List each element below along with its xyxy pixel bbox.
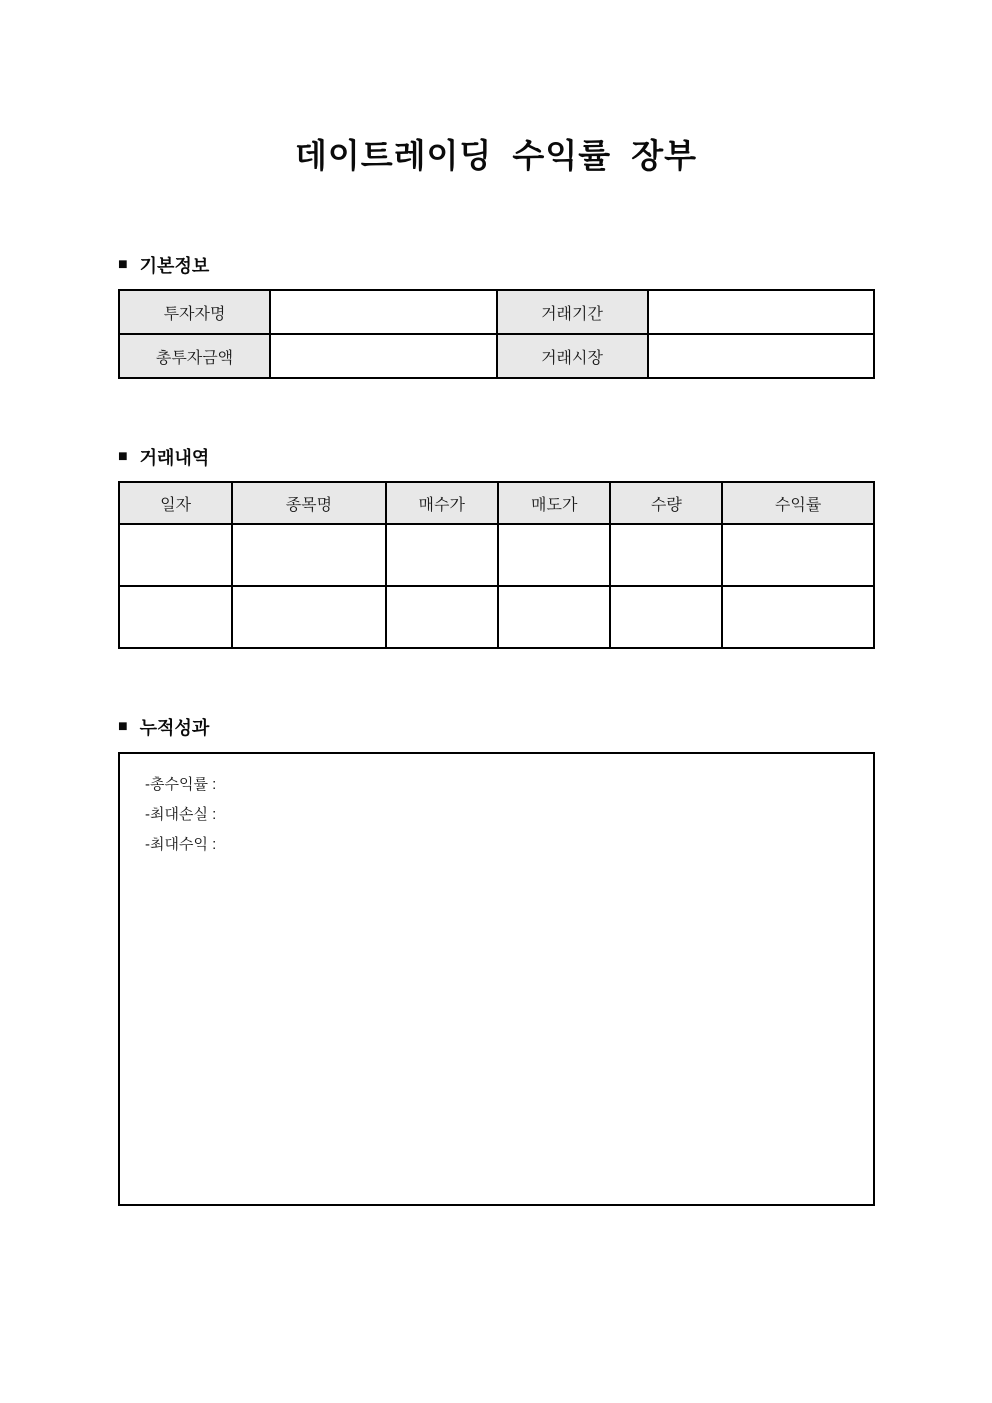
basic-info-value-total-investment[interactable] — [270, 334, 497, 378]
section-heading-performance — [118, 714, 209, 740]
column-header-buy-price: 매수가 — [386, 482, 498, 524]
performance-box[interactable] — [118, 752, 875, 1206]
column-header-stock-name: 종목명 — [232, 482, 385, 524]
transaction-cell-buy-price[interactable] — [386, 586, 498, 648]
transaction-cell-stock-name[interactable] — [232, 524, 385, 586]
basic-info-label-trading-market: 거래시장 — [497, 334, 648, 378]
table-header-row — [119, 482, 874, 524]
column-header-quantity: 수량 — [610, 482, 722, 524]
table-row — [119, 524, 874, 586]
section-heading-basic-info — [118, 252, 209, 278]
transaction-cell-quantity[interactable] — [610, 524, 722, 586]
section-heading-label: 거래내역 — [139, 448, 210, 468]
section-heading-label: 기본정보 — [139, 256, 210, 276]
basic-info-value-trading-market[interactable] — [648, 334, 875, 378]
transaction-cell-date[interactable] — [119, 586, 232, 648]
basic-info-value-trading-period[interactable] — [648, 290, 875, 334]
table-row — [119, 334, 874, 378]
section-marker-icon: ■ — [118, 256, 128, 273]
transactions-table — [118, 481, 875, 649]
performance-line-max-profit: -최대수익 : — [145, 836, 217, 853]
basic-info-table — [118, 289, 875, 379]
transaction-cell-return-rate[interactable] — [722, 586, 874, 648]
table-row — [119, 586, 874, 648]
transaction-cell-sell-price[interactable] — [498, 524, 610, 586]
transaction-cell-buy-price[interactable] — [386, 524, 498, 586]
performance-line-max-loss: -최대손실 : — [145, 806, 217, 823]
section-heading-label: 누적성과 — [139, 718, 210, 738]
section-marker-icon: ■ — [118, 718, 128, 735]
table-row — [119, 290, 874, 334]
section-marker-icon: ■ — [118, 448, 128, 465]
performance-line-total-return: -총수익률 : — [145, 776, 217, 793]
basic-info-label-trading-period: 거래기간 — [497, 290, 648, 334]
transaction-cell-return-rate[interactable] — [722, 524, 874, 586]
transaction-cell-stock-name[interactable] — [232, 586, 385, 648]
column-header-date: 일자 — [119, 482, 232, 524]
transaction-cell-sell-price[interactable] — [498, 586, 610, 648]
basic-info-label-investor-name: 투자자명 — [119, 290, 270, 334]
column-header-return-rate: 수익률 — [722, 482, 874, 524]
section-heading-transactions — [118, 444, 209, 470]
page-title: 데이트레이딩 수익률 장부 — [295, 137, 697, 174]
basic-info-value-investor-name[interactable] — [270, 290, 497, 334]
transaction-cell-date[interactable] — [119, 524, 232, 586]
transaction-cell-quantity[interactable] — [610, 586, 722, 648]
column-header-sell-price: 매도가 — [498, 482, 610, 524]
basic-info-label-total-investment: 총투자금액 — [119, 334, 270, 378]
